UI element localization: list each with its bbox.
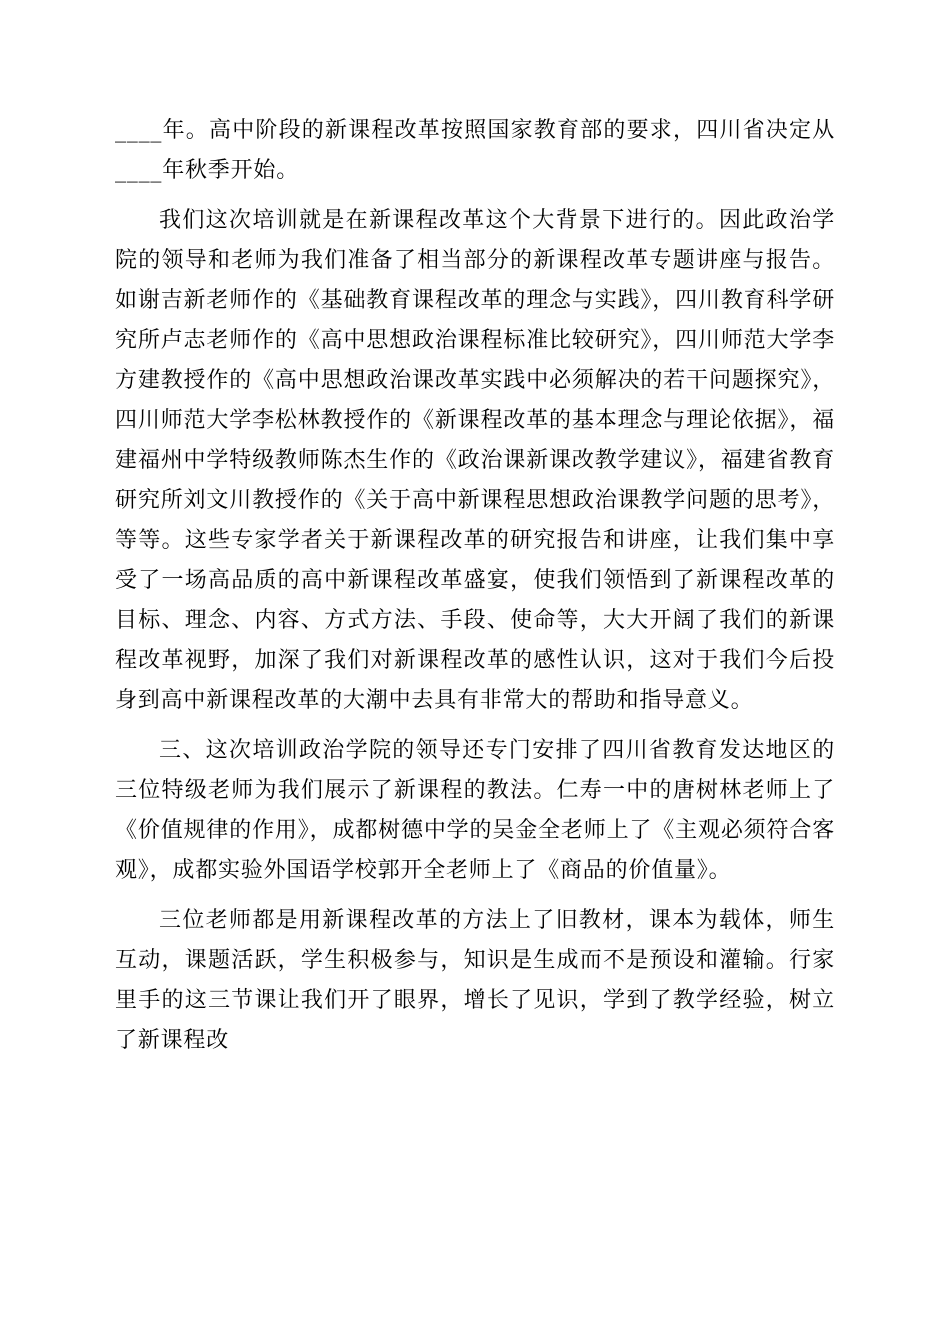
paragraph-demo-lessons: 三、这次培训政治学院的领导还专门安排了四川省教育发达地区的三位特级老师为我们展示了新课程的教法。仁寿一中的唐树林老师上了《价值规律的作用》，成都树德中学的吴金全老师上了《主观必须符合客观》，成都实验外国语学校郭开全老师上了《商品的价值量》。 bbox=[115, 738, 835, 883]
paragraph-lectures: 我们这次培训就是在新课程改革这个大背景下进行的。因此政治学院的领导和老师为我们准备了相当部分的新课程改革专题讲座与报告。如谢吉新老师作的《基础教育课程改革的理念与实践》，四川教育科学研究所卢志老师作的《高中思想政治课程标准比较研究》，四川师范大学李方建教授作的《高中思想政治课改革实践中必须解决的若干问题探究》，四川师范大学李松林教授作的《新课程改革的基本理念与理论依据》，福建福州中学特级教师陈杰生作的《政治课新课改教学建议》，福建省教育研究所刘文川教授作的《关于高中新课程思想政治课教学问题的思考》，等等。这些专家学者关于新课程改革的研究报告和讲座，让我们集中享受了一场高品质的高中新课程改革盛宴，使我们领悟到了新课程改革的目标、理念、内容、方式方法、手段、使命等，大大开阔了我们的新课程改革视野，加深了我们对新课程改革的感性认识，这对于我们今后投身到高中新课程改革的大潮中去具有非常大的帮助和指导意义。 bbox=[115, 208, 835, 713]
document-body bbox=[115, 111, 835, 1071]
paragraph-teaching-method: 三位老师都是用新课程改革的方法上了旧教材，课本为载体，师生互动，课题活跃，学生积极参与，知识是生成而不是预设和灌输。行家里手的这三节课让我们开了眼界，增长了见识，学到了教学经验，树立了新课程改 bbox=[115, 908, 835, 1053]
paragraph-continuation: ____年。高中阶段的新课程改革按照国家教育部的要求，四川省决定从____年秋季开始。 bbox=[115, 118, 835, 183]
